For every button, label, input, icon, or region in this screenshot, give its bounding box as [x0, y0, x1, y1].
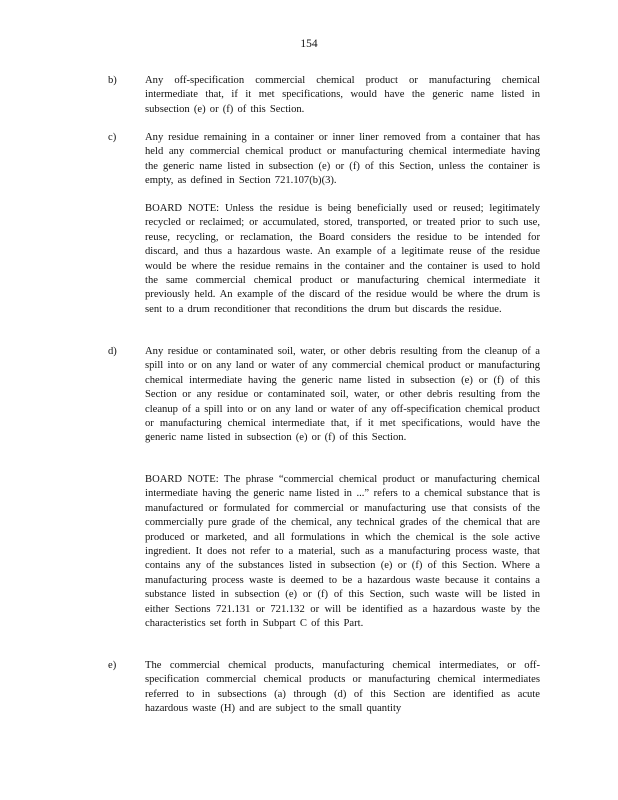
page-number: 154 [300, 38, 318, 50]
item-label: e) [108, 660, 117, 671]
item-label: b) [108, 75, 117, 86]
item-text: Any residue or contaminated soil, water, or other debris resulting from the cleanup of a spill into or on any land or water of any commercial chemical product or manufacturing chemical intermediate having the generic name listed in subsection (e) or (f) of this Section or any residue or contaminated soil, water, or other debris resulting from the cleanup of a spill into or on any land or water of any off-specification chemical product or manufacturing chemical intermediate that, if it met specifications, would have the generic name listed in subsection (e) or (f) of this Section. [145, 346, 540, 444]
board-note-phrase: BOARD NOTE: The phrase “commercial chemical product or manufacturing chemical intermediate having the generic name listed in ...” refers to a chemical substance that is manufactured or formulated for commercial or manufacturing use that consists of the commercially pure grade of the chemical, any technical grades of the chemical that are produced or marketed, and all formulations in which the chemical is the sole active ingredient. It does not refer to a material, such as a manufacturing process waste, that contains any of the substances listed in subsection (e) or (f) of this Section. Where a manufacturing process waste is deemed to be a hazardous waste because it contains a substance listed in subsection (e) or (f) of this Section, such waste will be listed in either Sections 721.131 or 721.132 or will be identified as a hazardous waste by the characteristics set forth in Subpart C of this Part. [145, 474, 540, 630]
board-note-residue: BOARD NOTE: Unless the residue is being beneficially used or reused; legitimately recycled or reclaimed; or accumulated, stored, transported, or treated prior to such use, reuse, recycling, or reclamation, the Board considers the residue to be intended for discard, and thus a hazardous waste. An example of a legitimate reuse of the residue would be where the residue remains in the container and the container is used to hold the same commercial chemical product or manufacturing chemical intermediate it previously held. An example of the discard of the residue would be where the drum is sent to a drum reconditioner that reconditions the drum but discards the residue. [145, 203, 540, 315]
item-label: c) [108, 132, 117, 143]
item-text: The commercial chemical products, manufacturing chemical intermediates, or off-specification commercial chemical products or manufacturing chemical intermediates referred to in subsections (a) through (d) of this Section are identified as acute hazardous waste (H) and are subject to the small quantity [145, 660, 540, 715]
item-text: Any residue remaining in a container or inner liner removed from a container that has held any commercial chemical product or manufacturing chemical intermediate having the generic name listed in subsection (e) or (f) of this Section, unless the container is empty, as defined in Section 721.107(b)(3). [145, 132, 540, 187]
item-text: Any off-specification commercial chemical product or manufacturing chemical intermediate that, if it met specifications, would have the generic name listed in subsection (e) or (f) of this Section. [145, 75, 540, 115]
item-label: d) [108, 346, 117, 357]
